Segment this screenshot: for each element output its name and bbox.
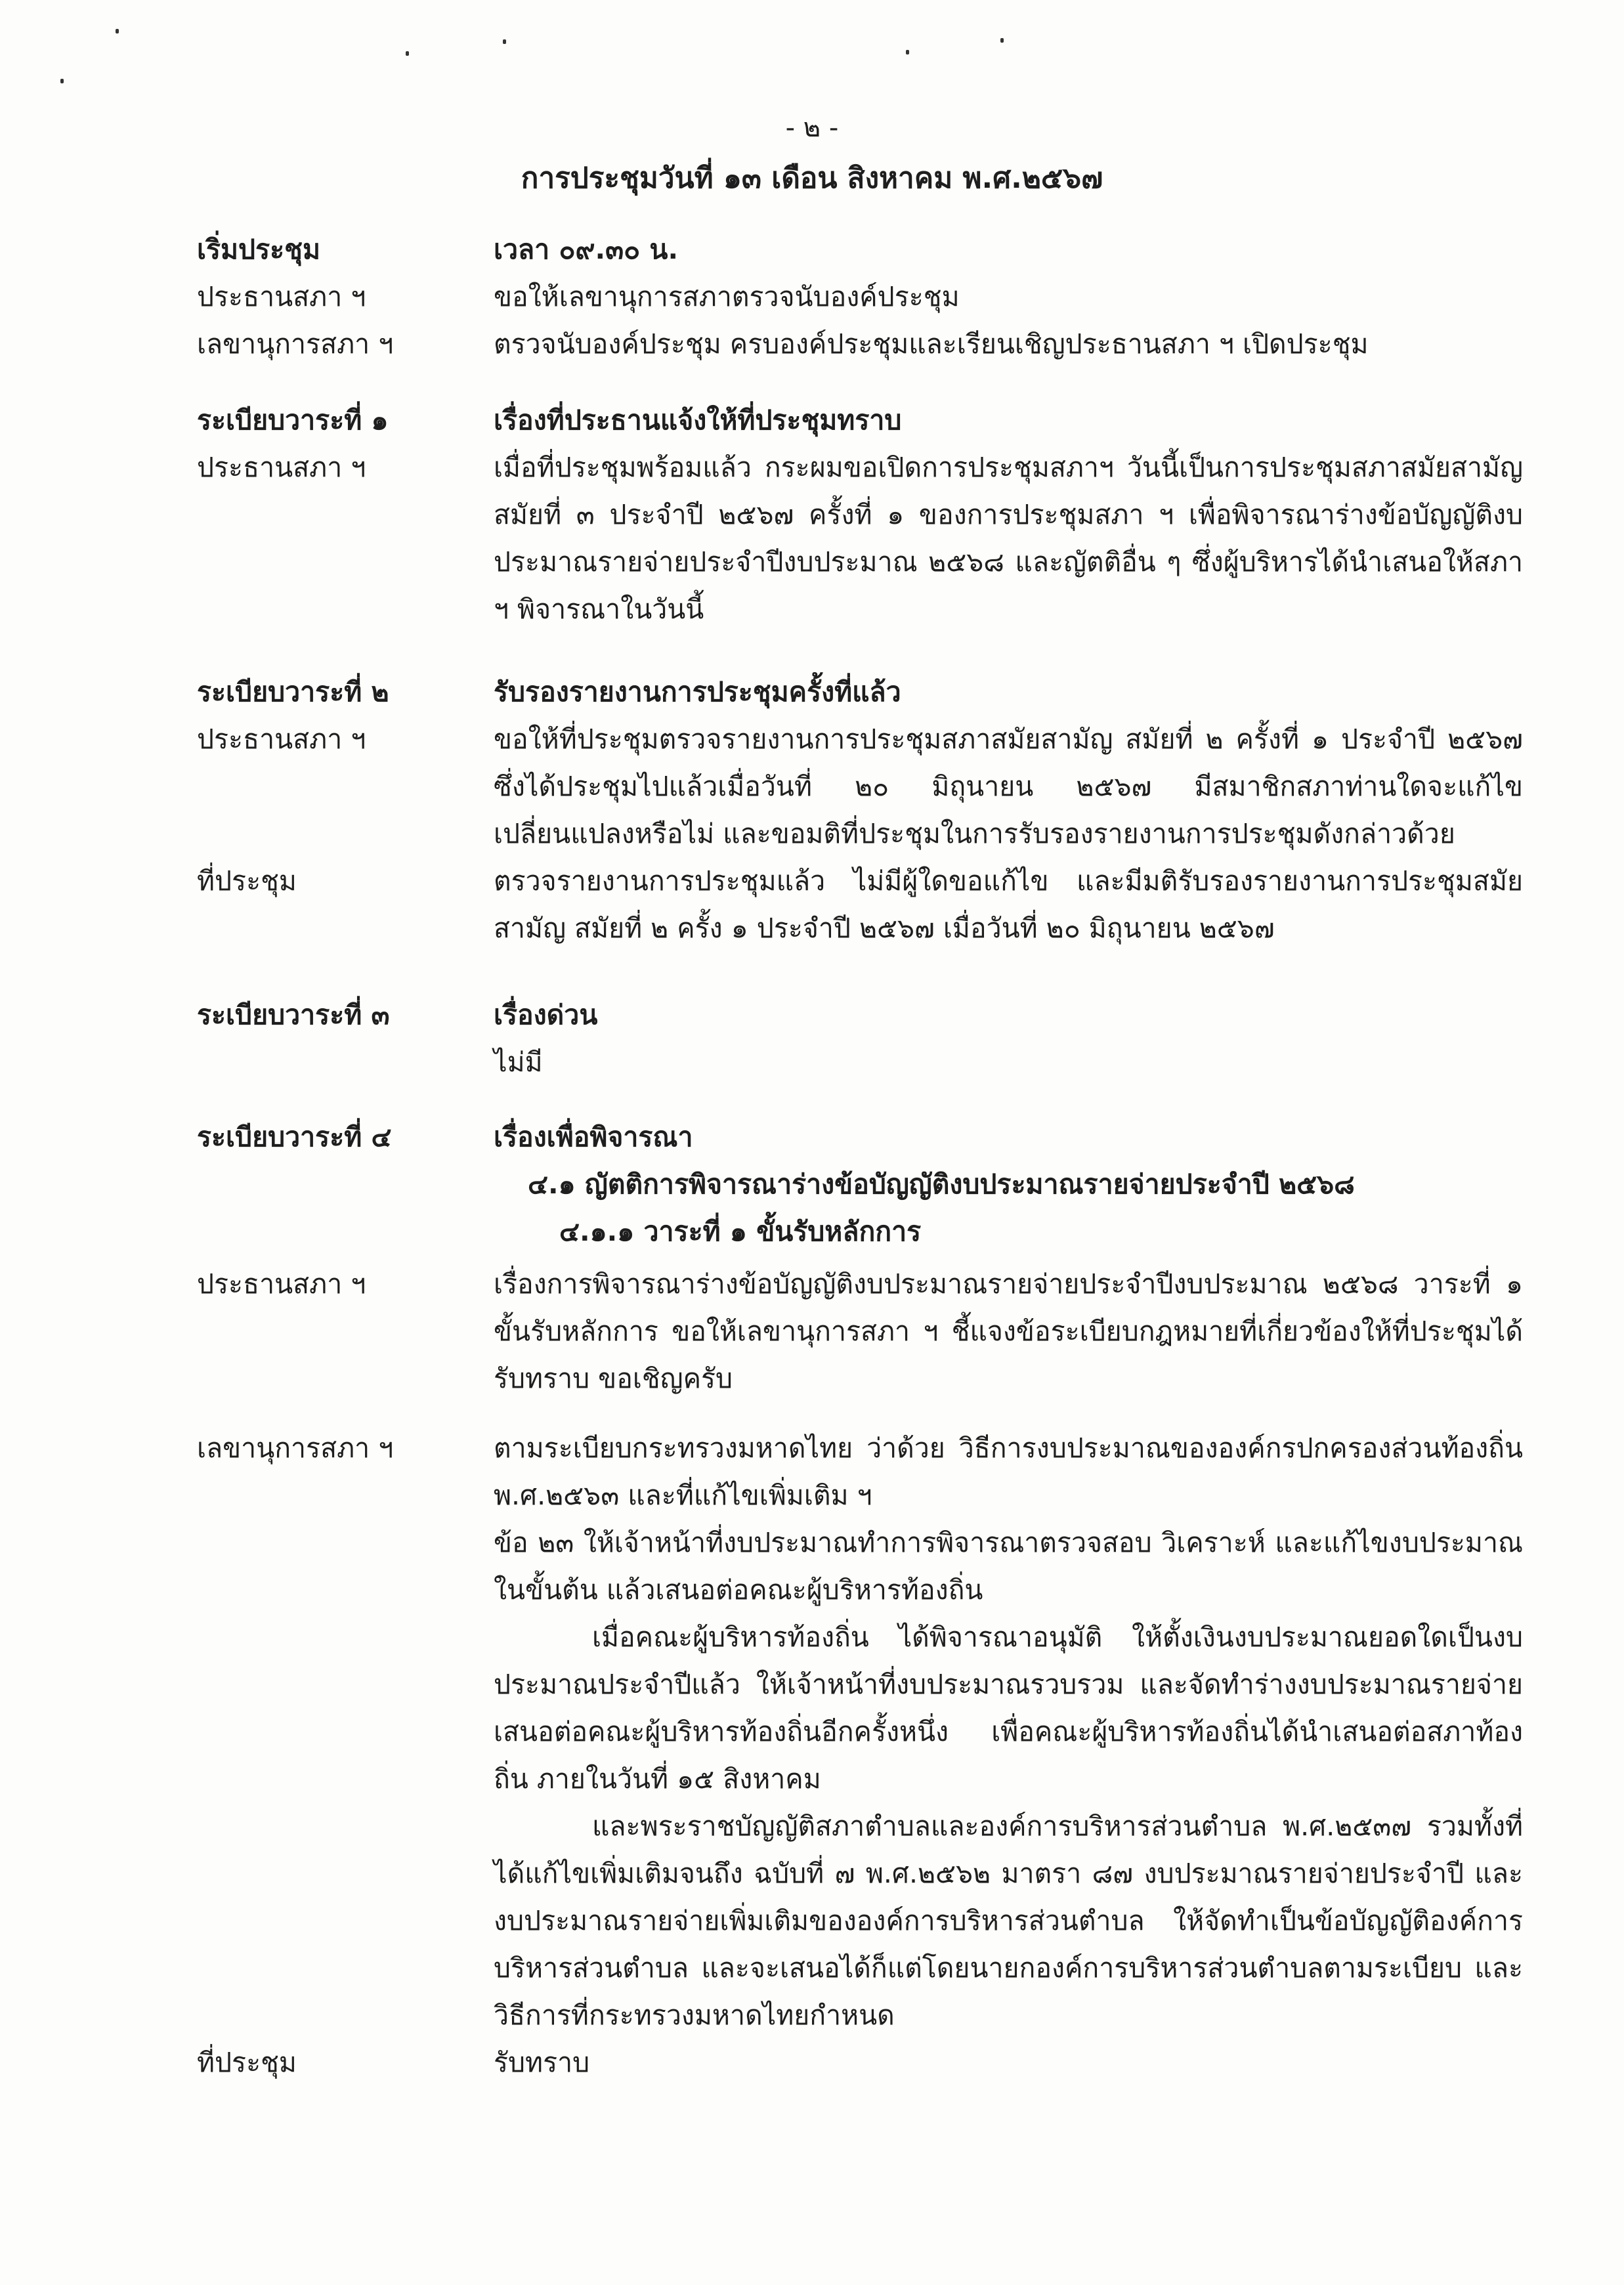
agenda-4-secretary-label: เลขานุการสภา ฯ: [197, 1432, 394, 1464]
scan-speck: [1000, 38, 1004, 43]
agenda-1-label: ระเบียบวาระที่ ๑: [197, 404, 389, 436]
secretary-paragraph-1: ตามระเบียบกระทรวงมหาดไทย ว่าด้วย วิธีการงบประมาณขององค์กรปกครองส่วนท้องถิ่น พ.ศ.๒๕๖๓ และที่แก้ไขเพิ่มเติม ฯ: [494, 1432, 1523, 1511]
chair-text: ขอให้เลขานุการสภาตรวจนับองค์ประชุม: [494, 281, 960, 312]
agenda-4-meeting-label: ที่ประชุม: [197, 2047, 297, 2078]
agenda-4-label: ระเบียบวาระที่ ๔: [197, 1121, 392, 1153]
agenda-2-meeting-label: ที่ประชุม: [197, 865, 297, 897]
agenda-4-subheading-2: ๔.๑.๑ วาระที่ ๑ ขั้นรับหลักการ: [559, 1216, 922, 1247]
scan-speck: [906, 50, 909, 54]
agenda-1-text: เมื่อที่ประชุมพร้อมแล้ว กระผมขอเปิดการประชุมสภาฯ วันนี้เป็นการประชุมสภาสมัยสามัญ สมัยที่ ๓ ประจำปี ๒๕๖๗ ครั้งที่ ๑ ของการประชุมสภา ฯ เพื่อพิจารณาร่างข้อบัญญัติงบประมาณรายจ่ายประจำปีงบประมาณ ๒๕๖๘ และญัตติอื่น ๆ ซึ่งผู้บริหารได้นำเสนอให้สภา ฯ พิจารณาในวันนี้: [494, 452, 1523, 625]
secretary-paragraph-2: ข้อ ๒๓ ให้เจ้าหน้าที่งบประมาณทำการพิจารณาตรวจสอบ วิเคราะห์ และแก้ไขงบประมาณในขั้นต้น แล้วเสนอต่อคณะผู้บริหารท้องถิ่น: [494, 1527, 1523, 1606]
opening-section: [197, 226, 1523, 368]
start-label: เริ่มประชุม: [197, 234, 320, 265]
agenda-2-heading: รับรองรายงานการประชุมครั้งที่แล้ว: [494, 676, 901, 708]
scan-speck: [503, 39, 506, 44]
agenda-3-heading: เรื่องด่วน: [494, 999, 598, 1031]
agenda-2-text: ขอให้ที่ประชุมตรวจรายงานการประชุมสภาสมัยสามัญ สมัยที่ ๒ ครั้งที่ ๑ ประจำปี ๒๕๖๗ ซึ่งได้ประชุมไปแล้วเมื่อวันที่ ๒๐ มิถุนายน ๒๕๖๗ มีสมาชิกสภาท่านใดจะแก้ไขเปลี่ยนแปลงหรือไม่ และขอมติที่ประชุมในการรับรองรายงานการประชุมดังกล่าวด้วย: [494, 723, 1523, 849]
chair-label: ประธานสภา ฯ: [197, 281, 366, 312]
agenda-4-chair-label: ประธานสภา ฯ: [197, 1268, 366, 1300]
agenda-4-secretary-text: [494, 1424, 1523, 2039]
scan-speck: [406, 51, 409, 56]
agenda-3-section: [197, 991, 1523, 1086]
agenda-4-heading: เรื่องเพื่อพิจารณา: [494, 1121, 693, 1153]
agenda-4-subheading-1: ๔.๑ ญัตติการพิจารณาร่างข้อบัญญัติงบประมาณรายจ่ายประจำปี ๒๕๖๘: [528, 1168, 1355, 1200]
agenda-4-section: [197, 1113, 1523, 2086]
agenda-4-chair-text: เรื่องการพิจารณาร่างข้อบัญญัติงบประมาณรายจ่ายประจำปีงบประมาณ ๒๕๖๘ วาระที่ ๑ ขั้นรับหลักการ ขอให้เลขานุการสภา ฯ ชี้แจงข้อระเบียบกฎหมายที่เกี่ยวข้องให้ที่ประชุมได้รับทราบ ขอเชิญครับ: [494, 1268, 1523, 1394]
agenda-4-meeting-text: รับทราบ: [494, 2047, 590, 2078]
secretary-paragraph-4: และพระราชบัญญัติสภาตำบลและองค์การบริหารส่วนตำบล พ.ศ.๒๕๓๗ รวมทั้งที่ได้แก้ไขเพิ่มเติมจนถึง ฉบับที่ ๗ พ.ศ.๒๕๖๒ มาตรา ๘๗ งบประมาณรายจ่ายประจำปี และงบประมาณรายจ่ายเพิ่มเติมขององค์การบริหารส่วนตำบล ให้จัดทำเป็นข้อบัญญัติองค์การบริหารส่วนตำบล และจะเสนอได้ก็แต่โดยนายกองค์การบริหารส่วนตำบลตามระเบียบ และวิธีการที่กระทรวงมหาดไทยกำหนด: [494, 1810, 1523, 2031]
secretary-label: เลขานุการสภา ฯ: [197, 328, 394, 360]
scan-speck: [116, 29, 119, 33]
start-time: เวลา ๐๙.๓๐ น.: [494, 234, 679, 265]
page-title: การประชุมวันที่ ๑๓ เดือน สิงหาคม พ.ศ.๒๕๖๗: [521, 161, 1103, 195]
agenda-1-heading: เรื่องที่ประธานแจ้งให้ที่ประชุมทราบ: [494, 404, 902, 436]
secretary-paragraph-3: เมื่อคณะผู้บริหารท้องถิ่น ได้พิจารณาอนุมัติ ให้ตั้งเงินงบประมาณยอดใดเป็นงบประมาณประจำปีแล้ว ให้เจ้าหน้าที่งบประมาณรวบรวม และจัดทำร่างงบประมาณรายจ่ายเสนอต่อคณะผู้บริหารท้องถิ่นอีกครั้งหนึ่ง เพื่อคณะผู้บริหารท้องถิ่นได้นำเสนอต่อสภาท้องถิ่น ภายในวันที่ ๑๕ สิงหาคม: [494, 1621, 1523, 1795]
agenda-1-speaker: ประธานสภา ฯ: [197, 452, 366, 483]
secretary-text: ตรวจนับองค์ประชุม ครบองค์ประชุมและเรียนเชิญประธานสภา ฯ เปิดประชุม: [494, 328, 1369, 360]
agenda-3-label: ระเบียบวาระที่ ๓: [197, 999, 390, 1031]
agenda-2-label: ระเบียบวาระที่ ๒: [197, 676, 389, 708]
agenda-2-section: [197, 668, 1523, 952]
agenda-2-meeting-text: ตรวจรายงานการประชุมแล้ว ไม่มีผู้ใดขอแก้ไข และมีมติรับรองรายงานการประชุมสมัยสามัญ สมัยที่ ๒ ครั้ง ๑ ประจำปี ๒๕๖๗ เมื่อวันที่ ๒๐ มิถุนายน ๒๕๖๗: [494, 865, 1523, 944]
page-number: - ๒ -: [785, 113, 839, 143]
agenda-3-text: ไม่มี: [494, 1046, 543, 1078]
scan-speck: [60, 79, 64, 83]
agenda-1-section: [197, 396, 1523, 633]
agenda-2-speaker: ประธานสภา ฯ: [197, 723, 366, 755]
